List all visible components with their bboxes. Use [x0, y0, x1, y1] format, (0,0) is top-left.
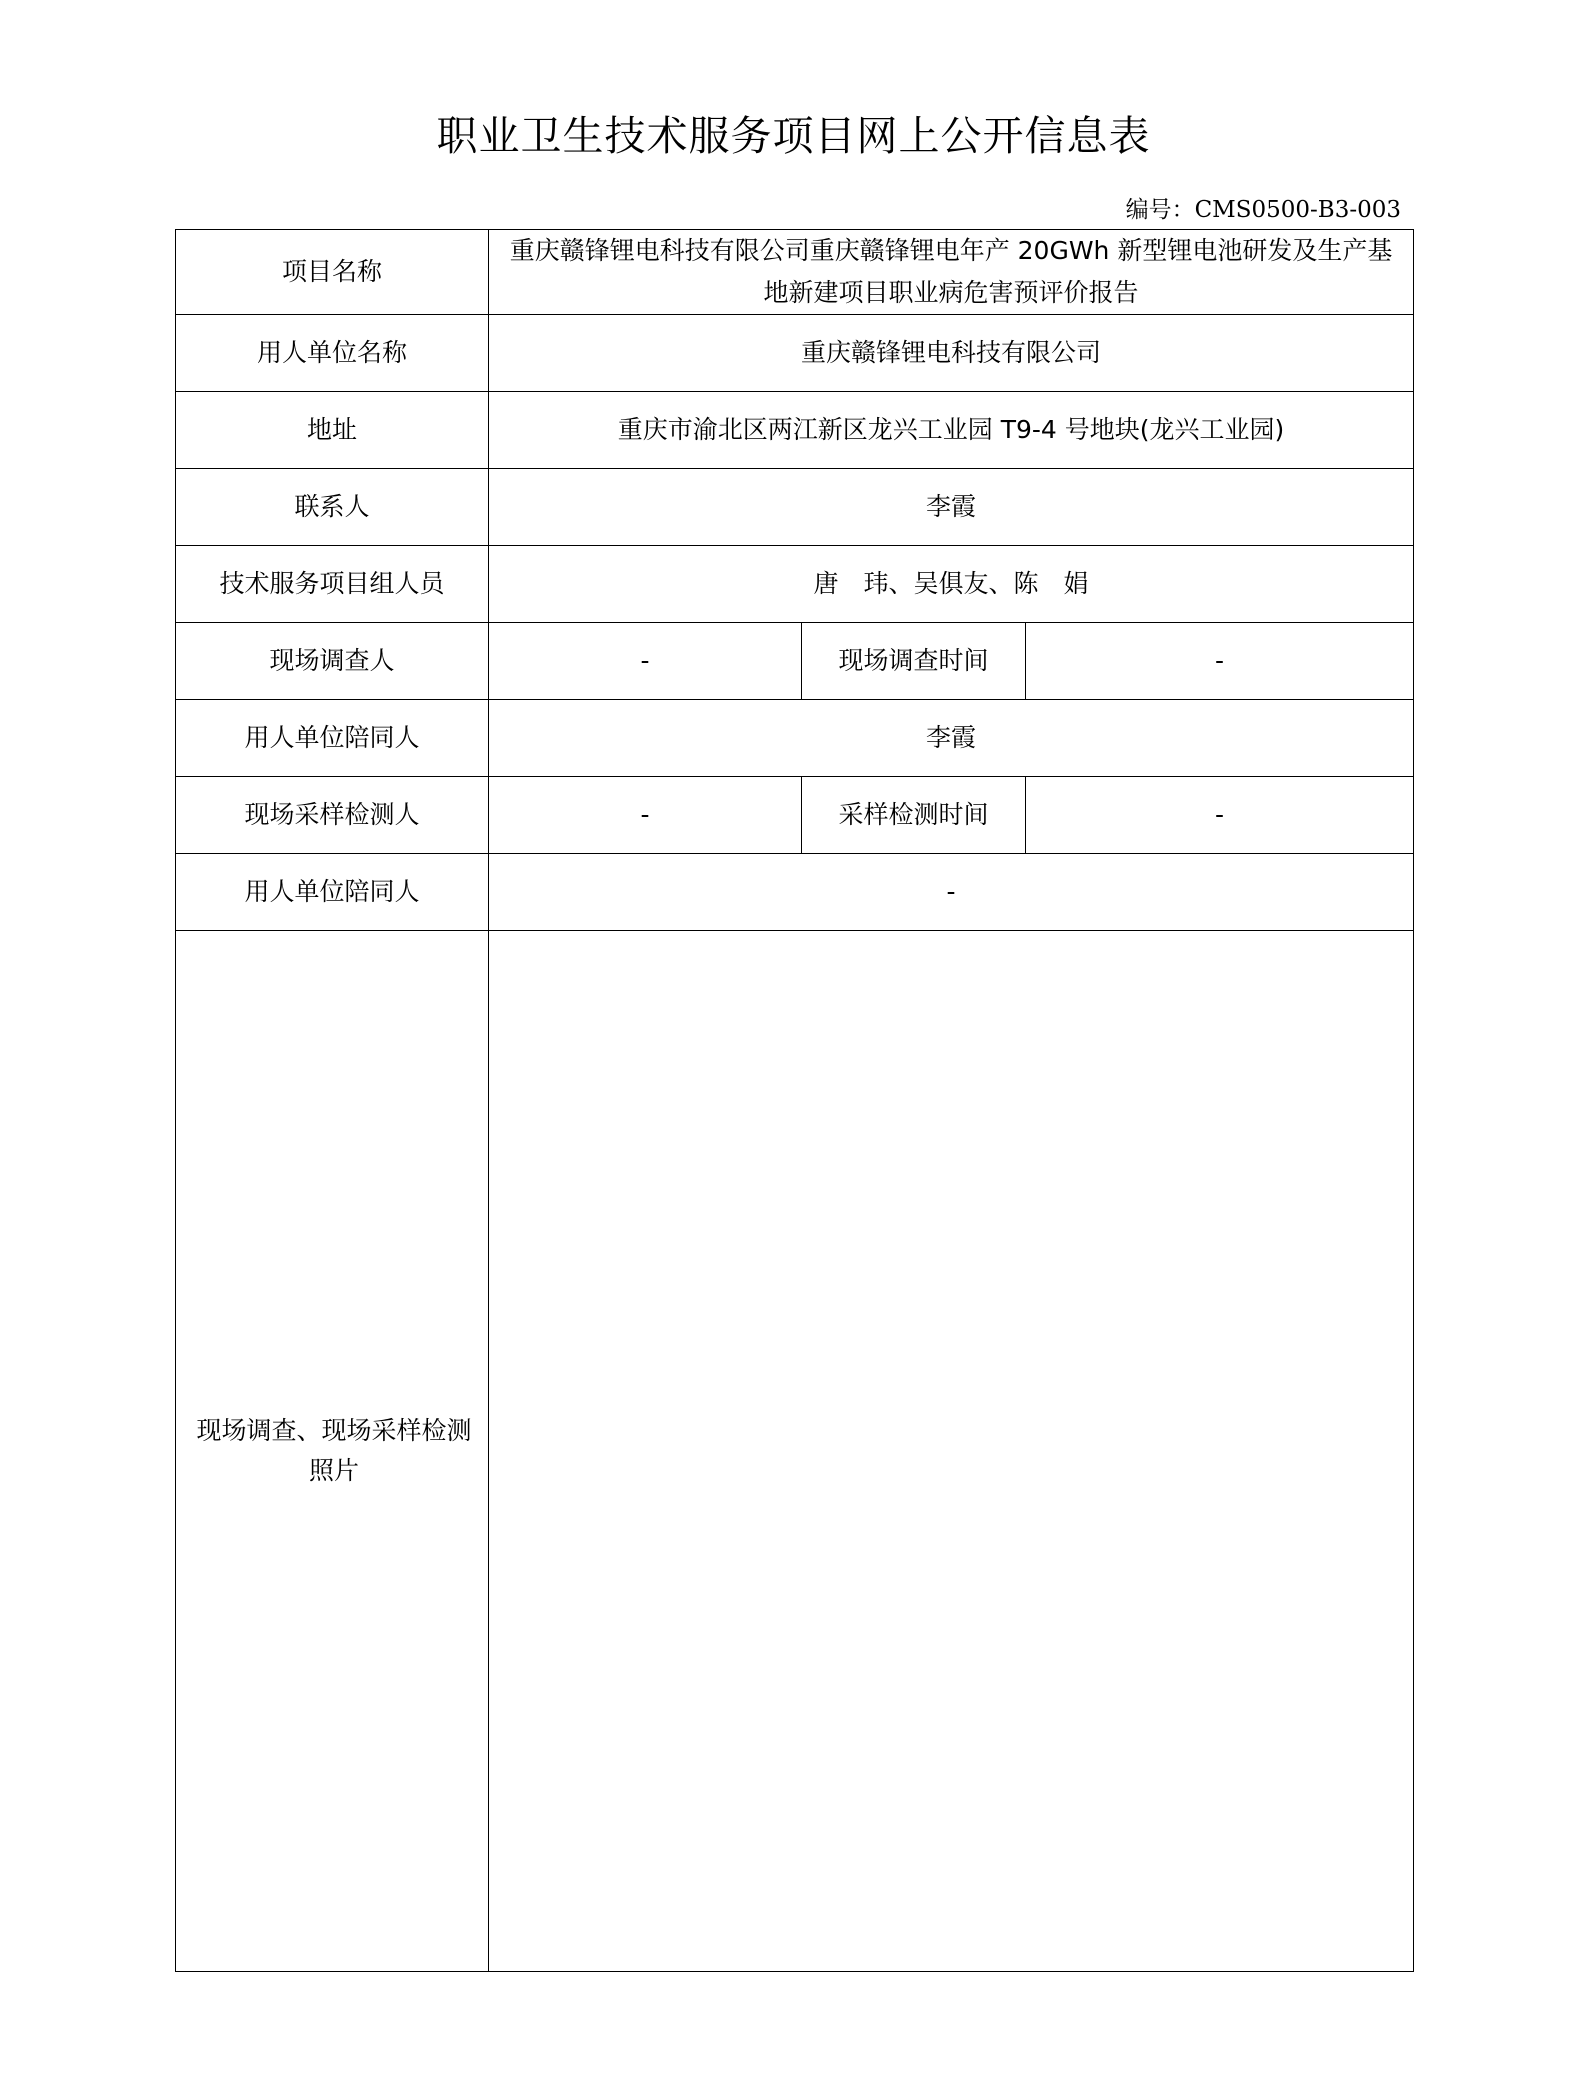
label-team: 技术服务项目组人员 [176, 546, 489, 623]
value-sampling: - [489, 777, 802, 854]
value-employer-name: 重庆赣锋锂电科技有限公司 [489, 315, 1414, 392]
label-sampling-time: 采样检测时间 [802, 777, 1026, 854]
row-sampling-escort [176, 854, 1414, 931]
label-contact: 联系人 [176, 469, 489, 546]
value-photos [489, 931, 1414, 1972]
value-contact: 李霞 [489, 469, 1414, 546]
document-code: 编号：CMS0500-B3-003 [1125, 197, 1401, 223]
value-address: 重庆市渝北区两江新区龙兴工业园 T9-4 号地块(龙兴工业园) [489, 392, 1414, 469]
label-sampling-escort: 用人单位陪同人 [176, 854, 489, 931]
page-title: 职业卫生技术服务项目网上公开信息表 [436, 112, 1151, 160]
value-team: 唐 玮、吴俱友、陈 娟 [489, 546, 1414, 623]
value-survey-escort: 李霞 [489, 700, 1414, 777]
value-project-name: 重庆赣锋锂电科技有限公司重庆赣锋锂电年产 20GWh 新型锂电池研发及生产基地新建项目职业病危害预评价报告 [489, 230, 1414, 315]
row-survey-escort [176, 700, 1414, 777]
label-sampling: 现场采样检测人 [176, 777, 489, 854]
row-address [176, 392, 1414, 469]
row-sampling [176, 777, 1414, 854]
label-survey: 现场调查人 [176, 623, 489, 700]
row-contact [176, 469, 1414, 546]
row-team [176, 546, 1414, 623]
value-sampling-escort: - [489, 854, 1414, 931]
value-survey: - [489, 623, 802, 700]
row-photos [176, 931, 1414, 1972]
value-survey-time: - [1026, 623, 1414, 700]
label-employer-name: 用人单位名称 [176, 315, 489, 392]
row-project-name [176, 230, 1414, 315]
label-address: 地址 [176, 392, 489, 469]
row-survey [176, 623, 1414, 700]
label-photos: 现场调查、现场采样检测照片 [176, 931, 489, 1972]
label-survey-time: 现场调查时间 [802, 623, 1026, 700]
row-employer-name [176, 315, 1414, 392]
label-project-name: 项目名称 [176, 230, 489, 315]
info-table [175, 229, 1414, 1972]
value-sampling-time: - [1026, 777, 1414, 854]
label-survey-escort: 用人单位陪同人 [176, 700, 489, 777]
